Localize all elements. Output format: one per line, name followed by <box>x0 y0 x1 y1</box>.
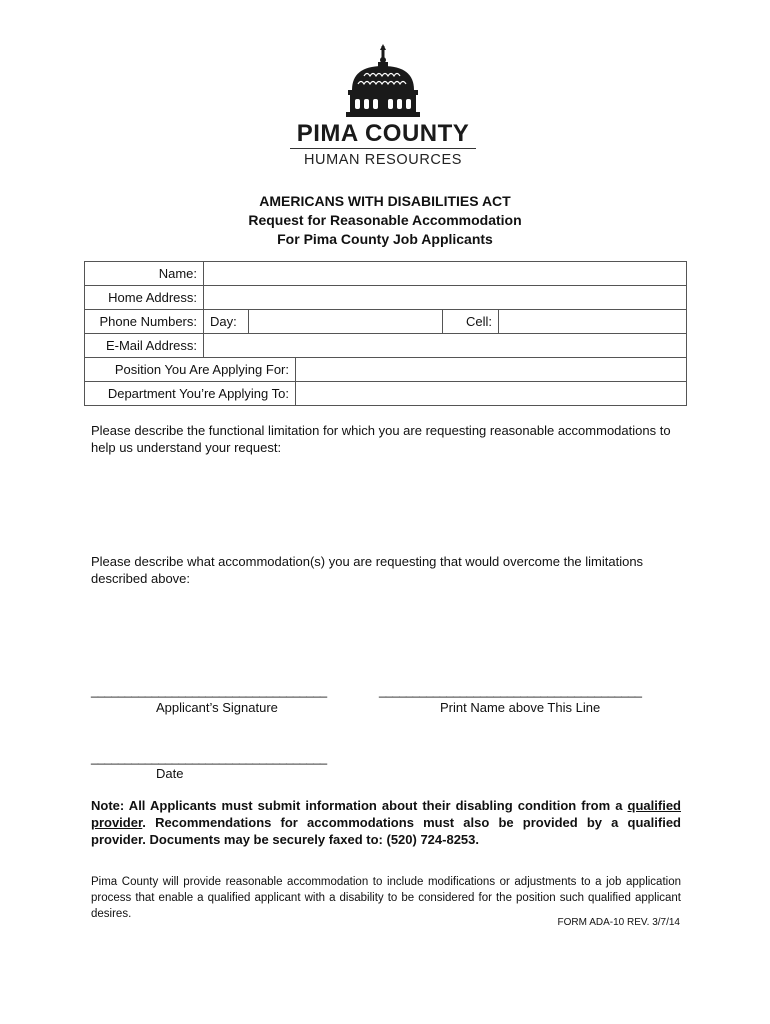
form-number: FORM ADA-10 REV. 3/7/14 <box>557 917 680 928</box>
position-row <box>85 358 687 382</box>
print-name-line[interactable]: _______________________________________ <box>379 683 642 698</box>
pima-county-logo <box>288 44 478 174</box>
submission-note <box>91 797 681 848</box>
phone-label: Phone Numbers: <box>85 310 204 334</box>
department-row <box>85 382 687 406</box>
email-row <box>85 334 687 358</box>
logo-subtitle: HUMAN RESOURCES <box>303 152 463 168</box>
form-header <box>0 192 770 249</box>
form-subtitle: Request for Reasonable Accommodation <box>248 212 522 228</box>
name-label: Name: <box>85 262 204 286</box>
logo-county-name: PIMA COUNTY <box>296 120 470 147</box>
date-label: Date <box>156 766 184 781</box>
applicant-info-table <box>84 261 687 406</box>
signature-label: Applicant’s Signature <box>156 700 278 715</box>
accommodation-policy: Pima County will provide reasonable accommodation to include modifications or adjustments to a job application process that enable a qualified applicant with a disability to be considered for the position such qualified applicant desires. <box>91 876 681 920</box>
note-suffix: . Recommendations for accommodations must also be provided by a qualified provider. Documents may be securely faxed to: (520) 724-8253. <box>91 815 681 847</box>
limitation-question: Please describe the functional limitation for which you are requesting reasonable accommodations to help us understand your request: <box>91 423 671 455</box>
accommodation-question: Please describe what accommodation(s) you are requesting that would overcome the limitations described above: <box>91 554 644 586</box>
cell-label: Cell: <box>443 310 499 334</box>
phone-row <box>85 310 687 334</box>
email-field[interactable] <box>204 334 687 358</box>
home-address-field[interactable] <box>204 286 687 310</box>
signature-line[interactable]: ___________________________________ <box>91 683 327 698</box>
courthouse-dome-icon <box>288 44 478 120</box>
date-line[interactable]: ___________________________________ <box>91 750 327 765</box>
form-subtitle-2: For Pima County Job Applicants <box>277 231 493 247</box>
cell-phone-field[interactable] <box>499 310 687 334</box>
print-name-label: Print Name above This Line <box>440 700 601 715</box>
day-phone-field[interactable] <box>249 310 443 334</box>
email-label: E-Mail Address: <box>85 334 204 358</box>
logo-divider <box>290 148 476 149</box>
name-row <box>85 262 687 286</box>
department-label: Department You’re Applying To: <box>85 382 296 406</box>
department-field[interactable] <box>296 382 687 406</box>
form-title: AMERICANS WITH DISABILITIES ACT <box>259 193 511 209</box>
position-label: Position You Are Applying For: <box>85 358 296 382</box>
note-prefix: Note: All Applicants must submit information about their disabling condition from a <box>91 798 628 813</box>
home-address-row <box>85 286 687 310</box>
day-label: Day: <box>204 310 249 334</box>
name-field[interactable] <box>204 262 687 286</box>
note-qualified-provider: qualified provider <box>91 798 681 830</box>
position-field[interactable] <box>296 358 687 382</box>
home-address-label: Home Address: <box>85 286 204 310</box>
